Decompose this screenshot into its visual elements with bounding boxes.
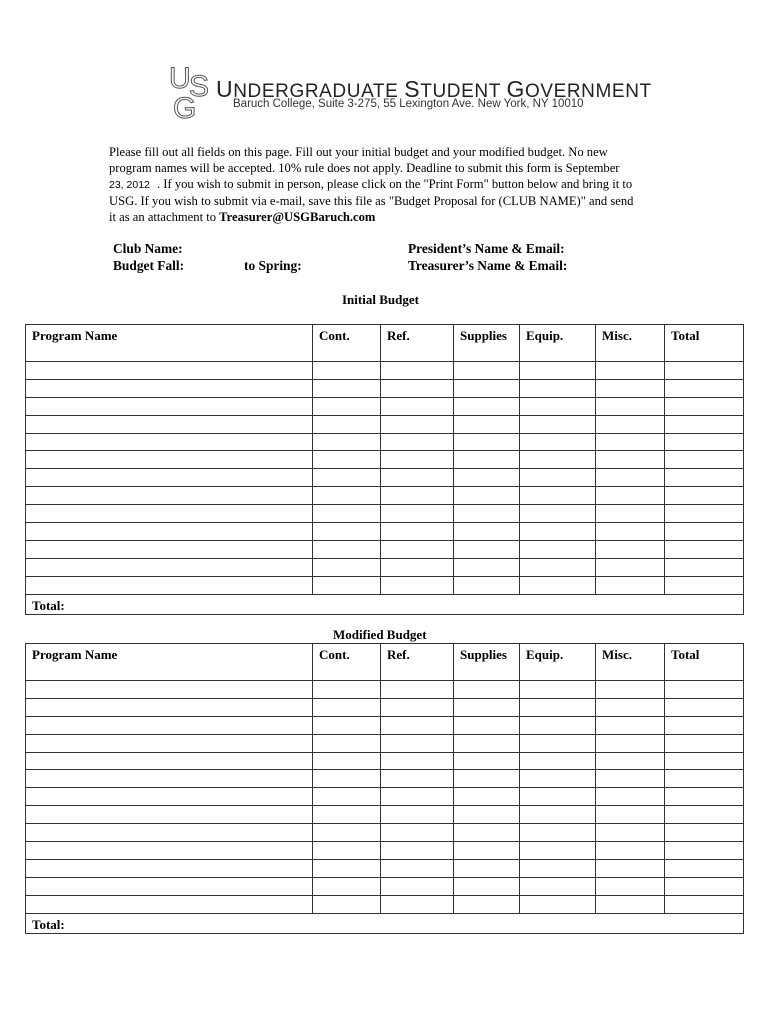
budget-cell-input[interactable] bbox=[665, 752, 744, 770]
budget-cell-input[interactable] bbox=[454, 505, 520, 523]
table-header-row bbox=[26, 644, 744, 681]
budget-cell-input[interactable] bbox=[313, 379, 381, 397]
budget-cell-input[interactable] bbox=[454, 824, 520, 842]
table-row bbox=[26, 681, 744, 699]
col-cont: Cont. bbox=[313, 644, 381, 681]
budget-cell-input[interactable] bbox=[520, 505, 596, 523]
budget-cell-input[interactable] bbox=[381, 788, 454, 806]
budget-cell-input[interactable] bbox=[520, 859, 596, 877]
budget-cell-input[interactable] bbox=[520, 734, 596, 752]
budget-cell-input[interactable] bbox=[313, 540, 381, 558]
budget-cell-input[interactable] bbox=[665, 397, 744, 415]
budget-cell-input[interactable] bbox=[313, 716, 381, 734]
logo-letter-u: U bbox=[169, 62, 191, 95]
budget-cell-input[interactable] bbox=[596, 859, 665, 877]
budget-cell-input[interactable] bbox=[313, 788, 381, 806]
table-row bbox=[26, 734, 744, 752]
instructions-line-1: Please fill out all fields on this page. Fill out your initial budget and your modified budget. No new bbox=[109, 145, 608, 159]
budget-cell-input[interactable] bbox=[313, 558, 381, 576]
budget-cell-input[interactable] bbox=[454, 877, 520, 895]
budget-cell-input[interactable] bbox=[381, 469, 454, 487]
budget-cell-input[interactable] bbox=[313, 523, 381, 541]
budget-cell-input[interactable] bbox=[596, 469, 665, 487]
budget-cell-input[interactable] bbox=[454, 397, 520, 415]
table-row bbox=[26, 576, 744, 594]
budget-cell-input[interactable] bbox=[26, 734, 313, 752]
budget-cell-input[interactable] bbox=[26, 895, 313, 913]
budget-cell-input[interactable] bbox=[26, 824, 313, 842]
logo-letter-s: S bbox=[189, 70, 210, 103]
budget-cell-input[interactable] bbox=[313, 362, 381, 380]
budget-cell-input[interactable] bbox=[313, 505, 381, 523]
budget-cell-input[interactable] bbox=[520, 681, 596, 699]
budget-cell-input[interactable] bbox=[381, 716, 454, 734]
budget-cell-input[interactable] bbox=[26, 788, 313, 806]
budget-cell-input[interactable] bbox=[381, 397, 454, 415]
col-misc: Misc. bbox=[596, 644, 665, 681]
org-word-2-rest: TUDENT bbox=[420, 81, 507, 102]
budget-cell-input[interactable] bbox=[520, 895, 596, 913]
budget-cell-input[interactable] bbox=[596, 698, 665, 716]
budget-cell-input[interactable] bbox=[665, 859, 744, 877]
budget-cell-input[interactable] bbox=[520, 451, 596, 469]
budget-cell-input[interactable] bbox=[520, 698, 596, 716]
col-equip: Equip. bbox=[520, 644, 596, 681]
budget-cell-input[interactable] bbox=[454, 806, 520, 824]
table-row bbox=[26, 824, 744, 842]
budget-cell-input[interactable] bbox=[596, 487, 665, 505]
budget-cell-input[interactable] bbox=[313, 824, 381, 842]
org-word-3-rest: OVERNMENT bbox=[524, 81, 652, 102]
budget-cell-input[interactable] bbox=[381, 540, 454, 558]
budget-cell-input[interactable] bbox=[26, 842, 313, 860]
budget-cell-input[interactable] bbox=[454, 523, 520, 541]
budget-cell-input[interactable] bbox=[596, 770, 665, 788]
budget-cell-input[interactable] bbox=[381, 576, 454, 594]
budget-cell-input[interactable] bbox=[381, 877, 454, 895]
budget-cell-input[interactable] bbox=[520, 716, 596, 734]
budget-cell-input[interactable] bbox=[26, 451, 313, 469]
table-row bbox=[26, 379, 744, 397]
budget-cell-input[interactable] bbox=[596, 842, 665, 860]
table-row bbox=[26, 770, 744, 788]
budget-cell-input[interactable] bbox=[313, 415, 381, 433]
budget-cell-input[interactable] bbox=[665, 895, 744, 913]
instructions-line-2: program names will be accepted. 10% rule does not apply. Deadline to submit this form is September bbox=[109, 161, 620, 175]
budget-cell-input[interactable] bbox=[596, 877, 665, 895]
budget-cell-input[interactable] bbox=[596, 681, 665, 699]
budget-cell-input[interactable] bbox=[26, 362, 313, 380]
budget-cell-input[interactable] bbox=[665, 451, 744, 469]
budget-cell-input[interactable] bbox=[381, 433, 454, 451]
budget-cell-input[interactable] bbox=[454, 698, 520, 716]
budget-cell-input[interactable] bbox=[26, 770, 313, 788]
budget-cell-input[interactable] bbox=[454, 895, 520, 913]
budget-cell-input[interactable] bbox=[596, 540, 665, 558]
budget-cell-input[interactable] bbox=[596, 824, 665, 842]
budget-cell-input[interactable] bbox=[381, 523, 454, 541]
budget-cell-input[interactable] bbox=[313, 859, 381, 877]
deadline-date-field[interactable]: 23, 2012 bbox=[109, 179, 150, 191]
budget-cell-input[interactable] bbox=[313, 842, 381, 860]
table-row bbox=[26, 540, 744, 558]
budget-cell-input[interactable] bbox=[520, 362, 596, 380]
col-program-name: Program Name bbox=[26, 325, 313, 362]
budget-cell-input[interactable] bbox=[665, 788, 744, 806]
budget-cell-input[interactable] bbox=[520, 523, 596, 541]
budget-cell-input[interactable] bbox=[26, 397, 313, 415]
budget-cell-input[interactable] bbox=[381, 362, 454, 380]
logo-letter-g: G bbox=[173, 92, 197, 122]
budget-cell-input[interactable] bbox=[596, 752, 665, 770]
total-label: Total: bbox=[26, 594, 744, 615]
budget-cell-input[interactable] bbox=[665, 877, 744, 895]
org-word-1-rest: NDERGRADUATE bbox=[233, 81, 405, 102]
budget-cell-input[interactable] bbox=[520, 806, 596, 824]
budget-cell-input[interactable] bbox=[454, 859, 520, 877]
table-row bbox=[26, 877, 744, 895]
table-row bbox=[26, 842, 744, 860]
budget-cell-input[interactable] bbox=[520, 415, 596, 433]
budget-cell-input[interactable] bbox=[596, 451, 665, 469]
total-row bbox=[26, 594, 744, 615]
budget-cell-input[interactable] bbox=[26, 415, 313, 433]
budget-cell-input[interactable] bbox=[454, 734, 520, 752]
instructions-line-4: USG. If you wish to submit via e-mail, save this file as "Budget Proposal for (CLUB NAME)" and send bbox=[109, 194, 634, 208]
budget-cell-input[interactable] bbox=[665, 806, 744, 824]
col-supplies: Supplies bbox=[454, 644, 520, 681]
budget-cell-input[interactable] bbox=[381, 734, 454, 752]
budget-cell-input[interactable] bbox=[665, 558, 744, 576]
treasurer-email: Treasurer@USGBaruch.com bbox=[219, 210, 376, 224]
budget-cell-input[interactable] bbox=[313, 806, 381, 824]
budget-cell-input[interactable] bbox=[381, 415, 454, 433]
budget-cell-input[interactable] bbox=[520, 752, 596, 770]
to-spring-label: to Spring: bbox=[244, 258, 302, 273]
budget-cell-input[interactable] bbox=[26, 505, 313, 523]
initial-budget-table bbox=[25, 324, 744, 615]
table-row bbox=[26, 505, 744, 523]
budget-cell-input[interactable] bbox=[454, 362, 520, 380]
treasurer-label: Treasurer’s Name & Email: bbox=[408, 258, 568, 273]
budget-cell-input[interactable] bbox=[454, 451, 520, 469]
modified-budget-body bbox=[26, 681, 744, 934]
budget-cell-input[interactable] bbox=[454, 788, 520, 806]
budget-cell-input[interactable] bbox=[26, 806, 313, 824]
instructions-line-3-text: . If you wish to submit in person, please click on the "Print Form" button below and bring it to bbox=[157, 177, 633, 191]
budget-cell-input[interactable] bbox=[313, 877, 381, 895]
budget-cell-input[interactable] bbox=[381, 698, 454, 716]
budget-cell-input[interactable] bbox=[26, 877, 313, 895]
budget-cell-input[interactable] bbox=[454, 770, 520, 788]
budget-cell-input[interactable] bbox=[596, 379, 665, 397]
budget-cell-input[interactable] bbox=[596, 806, 665, 824]
budget-cell-input[interactable] bbox=[596, 433, 665, 451]
table-row bbox=[26, 752, 744, 770]
table-row bbox=[26, 558, 744, 576]
budget-cell-input[interactable] bbox=[454, 469, 520, 487]
budget-cell-input[interactable] bbox=[520, 379, 596, 397]
budget-cell-input[interactable] bbox=[454, 752, 520, 770]
table-row bbox=[26, 362, 744, 380]
budget-cell-input[interactable] bbox=[454, 576, 520, 594]
table-header-row bbox=[26, 325, 744, 362]
budget-cell-input[interactable] bbox=[313, 698, 381, 716]
budget-cell-input[interactable] bbox=[381, 558, 454, 576]
budget-cell-input[interactable] bbox=[26, 540, 313, 558]
modified-budget-table bbox=[25, 643, 744, 934]
budget-cell-input[interactable] bbox=[665, 576, 744, 594]
budget-cell-input[interactable] bbox=[454, 540, 520, 558]
budget-cell-input[interactable] bbox=[381, 487, 454, 505]
budget-cell-input[interactable] bbox=[26, 558, 313, 576]
org-word-1-cap: U bbox=[216, 76, 234, 102]
org-word-2-cap: S bbox=[404, 76, 421, 102]
col-equip: Equip. bbox=[520, 325, 596, 362]
col-ref: Ref. bbox=[381, 644, 454, 681]
budget-cell-input[interactable] bbox=[596, 895, 665, 913]
budget-cell-input[interactable] bbox=[313, 752, 381, 770]
budget-cell-input[interactable] bbox=[26, 716, 313, 734]
table-row bbox=[26, 859, 744, 877]
initial-budget-body bbox=[26, 362, 744, 615]
budget-cell-input[interactable] bbox=[665, 433, 744, 451]
instructions-paragraph bbox=[109, 144, 669, 225]
budget-cell-input[interactable] bbox=[596, 523, 665, 541]
table-row bbox=[26, 487, 744, 505]
table-row bbox=[26, 523, 744, 541]
budget-fall-label: Budget Fall: bbox=[113, 258, 185, 273]
budget-cell-input[interactable] bbox=[665, 505, 744, 523]
budget-cell-input[interactable] bbox=[596, 716, 665, 734]
budget-cell-input[interactable] bbox=[381, 505, 454, 523]
budget-cell-input[interactable] bbox=[313, 469, 381, 487]
budget-cell-input[interactable] bbox=[26, 576, 313, 594]
budget-cell-input[interactable] bbox=[454, 487, 520, 505]
budget-cell-input[interactable] bbox=[454, 681, 520, 699]
budget-cell-input[interactable] bbox=[313, 770, 381, 788]
budget-cell-input[interactable] bbox=[665, 824, 744, 842]
budget-cell-input[interactable] bbox=[313, 576, 381, 594]
budget-cell-input[interactable] bbox=[520, 558, 596, 576]
table-row bbox=[26, 415, 744, 433]
budget-cell-input[interactable] bbox=[26, 433, 313, 451]
initial-budget-title: Initial Budget bbox=[342, 292, 419, 307]
budget-cell-input[interactable] bbox=[520, 540, 596, 558]
budget-cell-input[interactable] bbox=[596, 734, 665, 752]
budget-cell-input[interactable] bbox=[596, 558, 665, 576]
budget-cell-input[interactable] bbox=[520, 842, 596, 860]
president-label: President’s Name & Email: bbox=[408, 241, 565, 256]
budget-cell-input[interactable] bbox=[665, 362, 744, 380]
budget-cell-input[interactable] bbox=[381, 824, 454, 842]
budget-cell-input[interactable] bbox=[26, 698, 313, 716]
budget-cell-input[interactable] bbox=[454, 558, 520, 576]
table-row bbox=[26, 433, 744, 451]
budget-cell-input[interactable] bbox=[665, 770, 744, 788]
budget-cell-input[interactable] bbox=[313, 397, 381, 415]
instructions-line-5-prefix: it as an attachment to bbox=[109, 210, 220, 224]
budget-cell-input[interactable] bbox=[381, 681, 454, 699]
budget-cell-input[interactable] bbox=[313, 895, 381, 913]
usg-logo bbox=[167, 62, 217, 122]
org-word-3-cap: G bbox=[506, 76, 525, 102]
total-label: Total: bbox=[26, 913, 744, 934]
col-ref: Ref. bbox=[381, 325, 454, 362]
table-row bbox=[26, 788, 744, 806]
budget-cell-input[interactable] bbox=[313, 451, 381, 469]
budget-cell-input[interactable] bbox=[596, 576, 665, 594]
budget-cell-input[interactable] bbox=[665, 415, 744, 433]
budget-cell-input[interactable] bbox=[520, 788, 596, 806]
table-row bbox=[26, 716, 744, 734]
table-row bbox=[26, 698, 744, 716]
budget-cell-input[interactable] bbox=[520, 770, 596, 788]
budget-cell-input[interactable] bbox=[596, 505, 665, 523]
club-name-label: Club Name: bbox=[113, 241, 183, 256]
budget-cell-input[interactable] bbox=[381, 379, 454, 397]
budget-cell-input[interactable] bbox=[596, 415, 665, 433]
budget-cell-input[interactable] bbox=[665, 734, 744, 752]
budget-cell-input[interactable] bbox=[520, 433, 596, 451]
budget-cell-input[interactable] bbox=[520, 397, 596, 415]
budget-cell-input[interactable] bbox=[454, 842, 520, 860]
instructions-line-3 bbox=[109, 176, 669, 193]
budget-cell-input[interactable] bbox=[381, 806, 454, 824]
budget-cell-input[interactable] bbox=[26, 379, 313, 397]
table-row bbox=[26, 397, 744, 415]
col-program-name: Program Name bbox=[26, 644, 313, 681]
budget-cell-input[interactable] bbox=[381, 842, 454, 860]
budget-cell-input[interactable] bbox=[26, 469, 313, 487]
budget-cell-input[interactable] bbox=[26, 752, 313, 770]
budget-cell-input[interactable] bbox=[665, 523, 744, 541]
budget-cell-input[interactable] bbox=[313, 681, 381, 699]
table-row bbox=[26, 451, 744, 469]
budget-cell-input[interactable] bbox=[596, 362, 665, 380]
budget-cell-input[interactable] bbox=[665, 540, 744, 558]
budget-cell-input[interactable] bbox=[381, 895, 454, 913]
budget-cell-input[interactable] bbox=[520, 469, 596, 487]
budget-cell-input[interactable] bbox=[454, 379, 520, 397]
budget-cell-input[interactable] bbox=[665, 379, 744, 397]
modified-budget-title: Modified Budget bbox=[333, 627, 427, 642]
col-total: Total bbox=[665, 644, 744, 681]
table-row bbox=[26, 806, 744, 824]
budget-cell-input[interactable] bbox=[26, 681, 313, 699]
budget-cell-input[interactable] bbox=[313, 433, 381, 451]
col-supplies: Supplies bbox=[454, 325, 520, 362]
budget-cell-input[interactable] bbox=[520, 576, 596, 594]
budget-cell-input[interactable] bbox=[665, 698, 744, 716]
table-row bbox=[26, 895, 744, 913]
budget-cell-input[interactable] bbox=[454, 415, 520, 433]
total-row bbox=[26, 913, 744, 934]
org-address: Baruch College, Suite 3-275, 55 Lexington Ave. New York, NY 10010 bbox=[233, 98, 584, 110]
budget-cell-input[interactable] bbox=[454, 716, 520, 734]
budget-cell-input[interactable] bbox=[665, 716, 744, 734]
budget-cell-input[interactable] bbox=[665, 469, 744, 487]
budget-cell-input[interactable] bbox=[520, 824, 596, 842]
budget-cell-input[interactable] bbox=[454, 433, 520, 451]
budget-cell-input[interactable] bbox=[26, 487, 313, 505]
table-row bbox=[26, 469, 744, 487]
budget-cell-input[interactable] bbox=[665, 681, 744, 699]
budget-cell-input[interactable] bbox=[665, 487, 744, 505]
budget-cell-input[interactable] bbox=[596, 397, 665, 415]
budget-cell-input[interactable] bbox=[381, 752, 454, 770]
col-cont: Cont. bbox=[313, 325, 381, 362]
budget-cell-input[interactable] bbox=[381, 451, 454, 469]
budget-cell-input[interactable] bbox=[596, 788, 665, 806]
budget-cell-input[interactable] bbox=[313, 487, 381, 505]
budget-cell-input[interactable] bbox=[313, 734, 381, 752]
budget-cell-input[interactable] bbox=[26, 523, 313, 541]
col-misc: Misc. bbox=[596, 325, 665, 362]
budget-cell-input[interactable] bbox=[665, 842, 744, 860]
budget-cell-input[interactable] bbox=[381, 770, 454, 788]
budget-cell-input[interactable] bbox=[520, 487, 596, 505]
budget-cell-input[interactable] bbox=[381, 859, 454, 877]
instructions-line-5 bbox=[109, 209, 669, 225]
budget-cell-input[interactable] bbox=[26, 859, 313, 877]
col-total: Total bbox=[665, 325, 744, 362]
budget-cell-input[interactable] bbox=[520, 877, 596, 895]
